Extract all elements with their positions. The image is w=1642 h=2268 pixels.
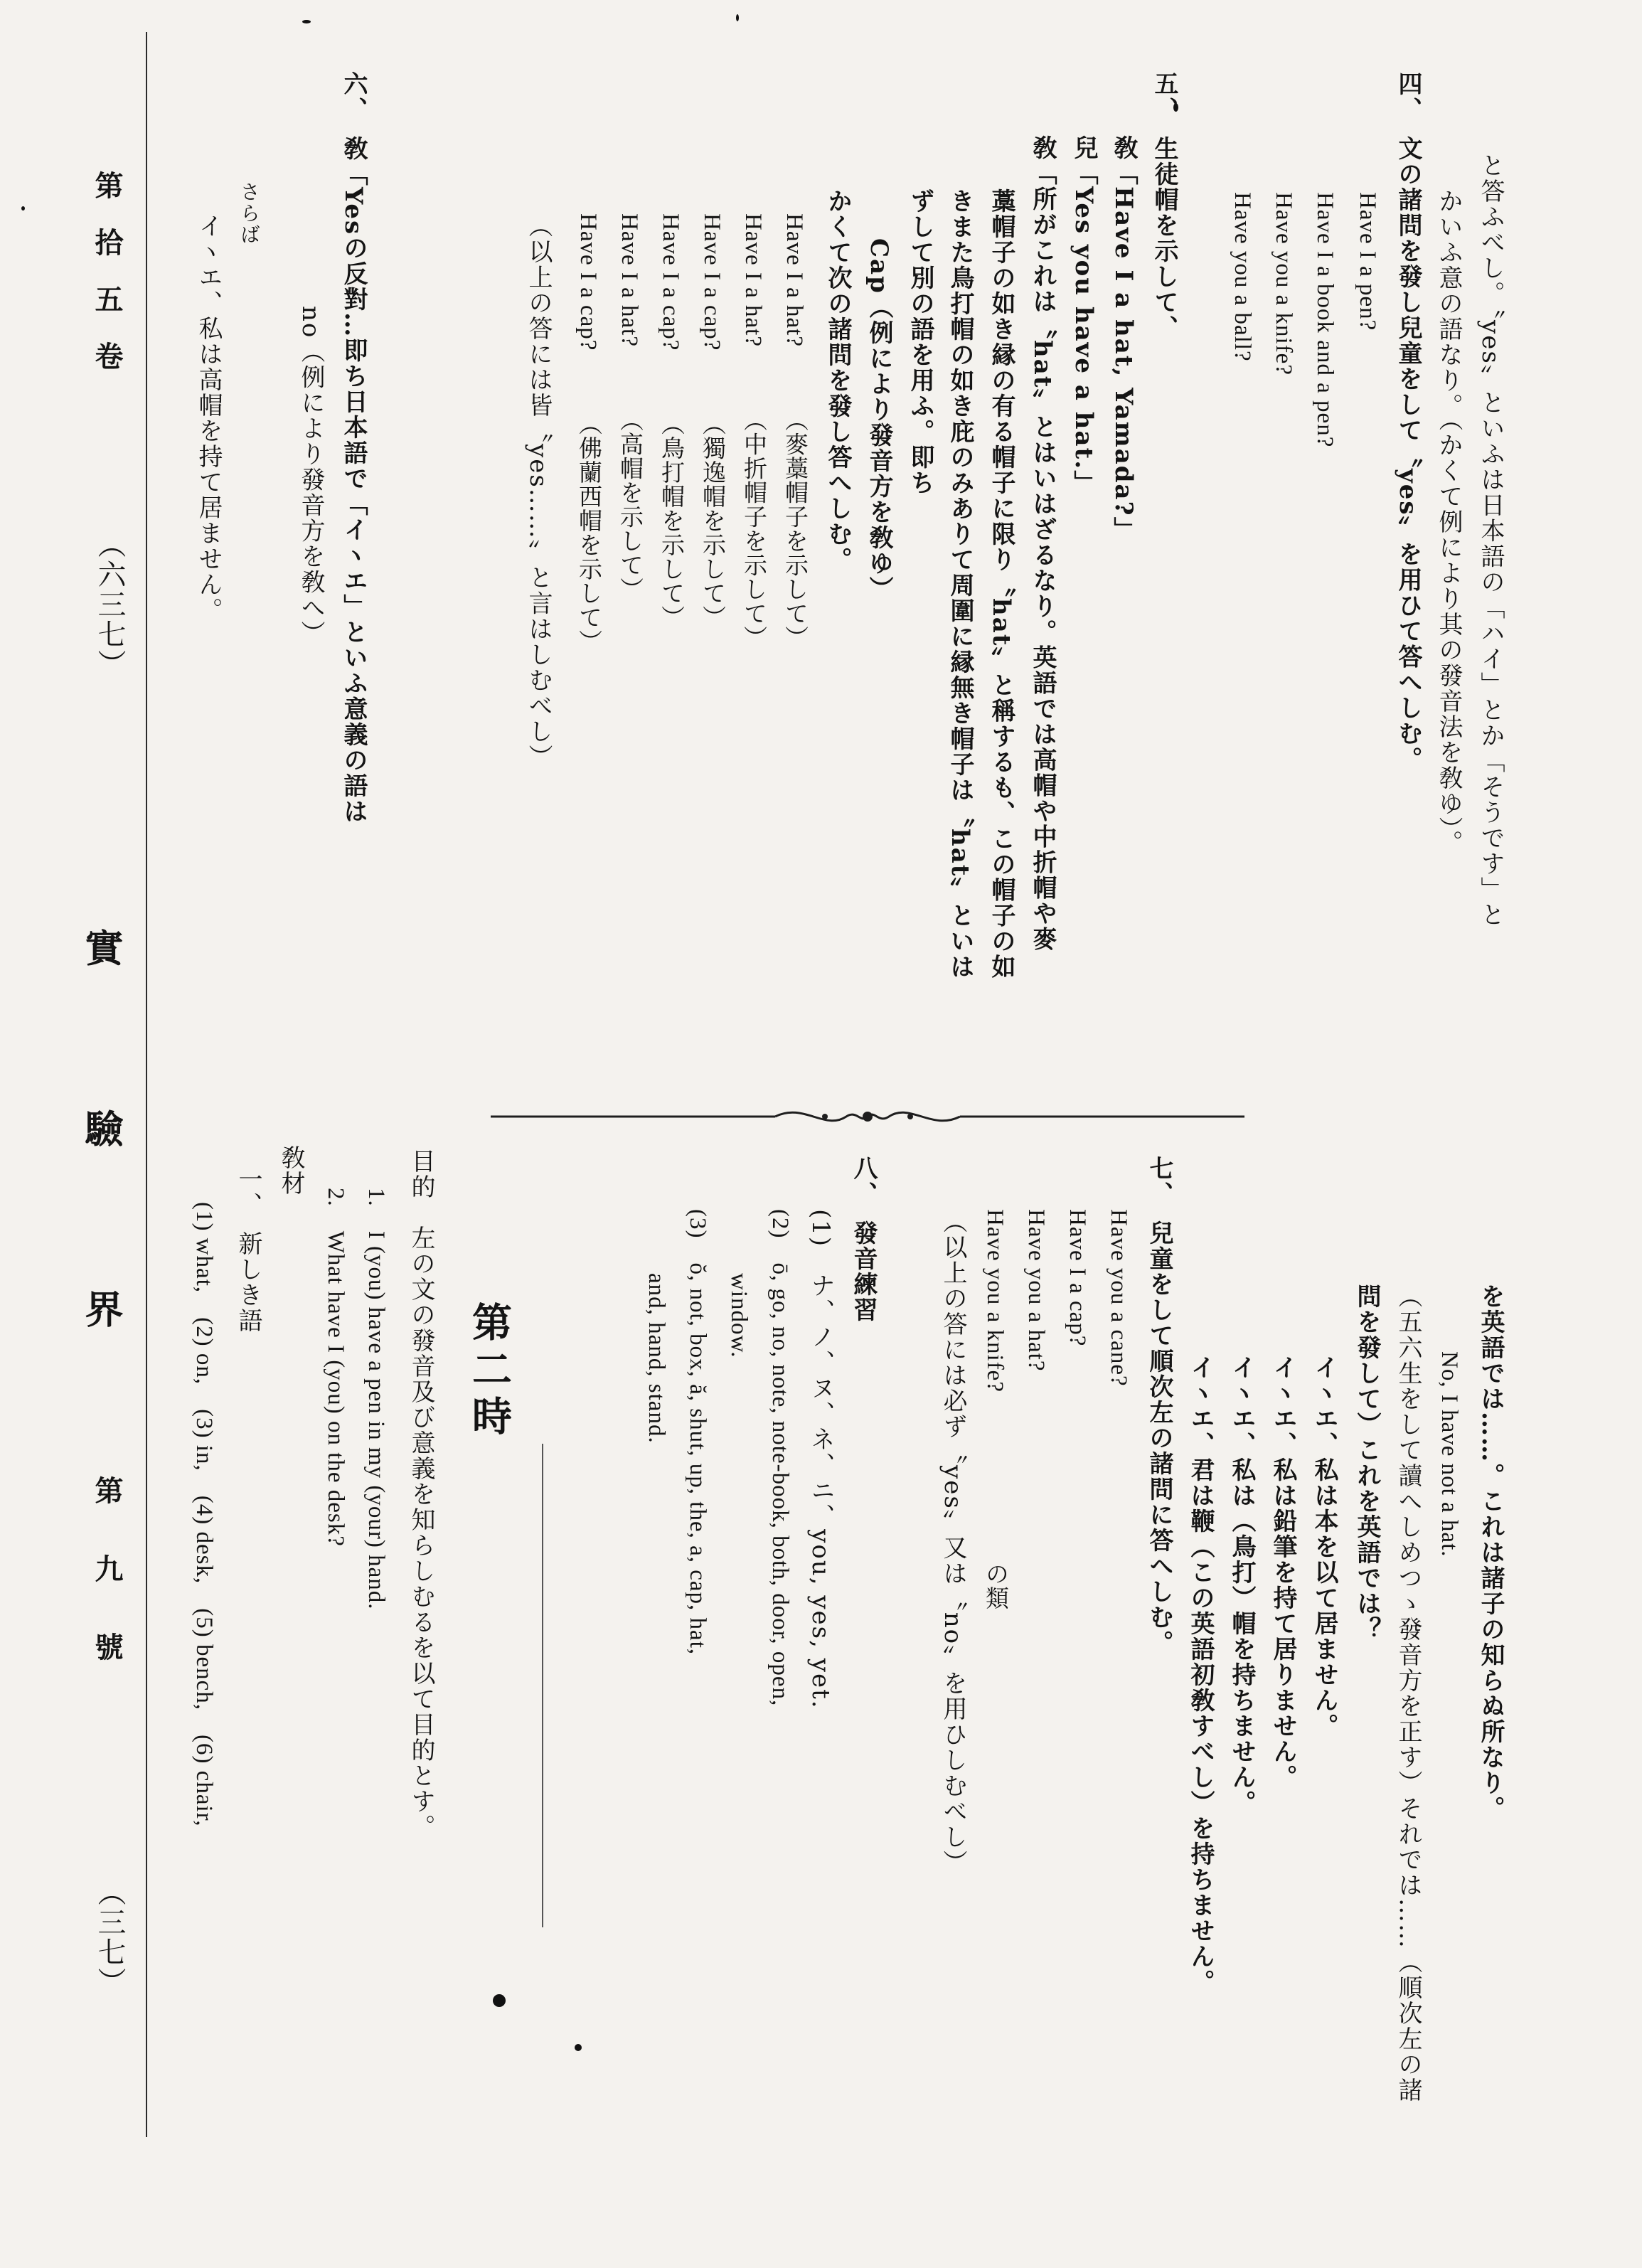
text-column: イヽエ、君は鞭（この英語初敎すべし）を持ちません。 bbox=[1186, 1355, 1215, 1995]
drill-line: (1) ナ、ノ、ヌ、ネ、ニ、you, yes, yet. bbox=[806, 1209, 835, 1710]
question-row: Have I a hat? （麥藁帽子を示して） bbox=[782, 213, 807, 650]
text-column: 藁帽子の如き縁の有る帽子に限り〝hat〟と稱するも、この帽子の如 bbox=[987, 188, 1015, 980]
ink-speck bbox=[302, 20, 311, 23]
section-8-heading: 八、 發音練習 bbox=[849, 1156, 878, 1323]
second-hour-title: 第二時 bbox=[466, 1301, 513, 1442]
new-words-heading: 一、 新しき語 bbox=[234, 1166, 262, 1333]
text-column: イヽエ、私は本を以て居ません。 bbox=[1310, 1355, 1338, 1739]
drill-line: window. bbox=[726, 1273, 752, 1358]
english-line: Have you a ball? bbox=[1230, 192, 1255, 362]
objective-line: 目的 左の文の發音及び意義を知らしむるを以て目的とす。 bbox=[407, 1149, 435, 1840]
text-column: Cap（例により發音方を敎ゆ） bbox=[865, 238, 893, 602]
text-column: （以上の答には必ず〝yes〟又は〝no〟を用ひしむべし） bbox=[939, 1209, 967, 1876]
text-column: イヽエ、私は鉛筆を持て居りません。 bbox=[1269, 1355, 1297, 1790]
materials-label: 敎材 bbox=[277, 1145, 305, 1196]
drill-line: and, hand, stand. bbox=[644, 1273, 669, 1444]
text-column: no（例により發音方を敎へ） bbox=[297, 306, 325, 646]
objective-sentence: 1. I (you) have a pen in my (your) hand. bbox=[363, 1188, 389, 1610]
section-6-heading: 六、 敎「Yesの反對…即ち日本語で「イヽエ」といふ意義の語は bbox=[339, 71, 368, 825]
question-row: Have I a cap? （獨逸帽を示して） bbox=[699, 213, 725, 629]
new-words-list: (1) what, (2) on, (3) in, (4) desk, (5) bench, (6) chair, bbox=[191, 1202, 217, 1827]
english-line: Have I a pen? bbox=[1355, 192, 1380, 331]
objective-sentence: 2. What have I (you) on the desk? bbox=[323, 1188, 348, 1547]
text-column: イヽエ、私は（鳥打）帽を持ちません。 bbox=[1227, 1355, 1256, 1816]
english-line: No, I have not a hat. bbox=[1436, 1351, 1462, 1558]
text-column: かいふ意の語なり。（かくて例により其の發音法を敎ゆ）。 bbox=[1434, 188, 1463, 856]
section-7-heading: 七、 兒童をして順次左の諸問に答へしむ。 bbox=[1145, 1156, 1173, 1656]
ink-speck bbox=[575, 2044, 582, 2051]
english-line: Have you a knife? bbox=[1271, 192, 1296, 376]
question-row: Have I a cap? （佛蘭西帽を示して） bbox=[575, 213, 601, 654]
english-line: Have I a book and a pen? bbox=[1312, 192, 1338, 448]
header-rule bbox=[146, 32, 147, 2137]
ink-speck bbox=[493, 1994, 506, 2007]
text-column: きまた鳥打帽の如き庇のみありて周圍に縁無き帽子は〝hat〟といは bbox=[946, 188, 974, 980]
question-row: Have you a cane? bbox=[1106, 1209, 1131, 1387]
question-row: Have you a hat? bbox=[1023, 1209, 1049, 1372]
question-row: Have I a cap? bbox=[1065, 1209, 1090, 1347]
question-row: Have I a cap? （鳥打帽を示して） bbox=[658, 213, 683, 629]
question-row: Have you a knife? の類 bbox=[982, 1209, 1008, 1610]
text-column: （以上の答には皆〝yes……〟と言はしむべし） bbox=[524, 213, 553, 770]
header-volume: 第拾五卷 bbox=[90, 171, 124, 398]
ink-speck bbox=[736, 14, 739, 21]
text-column: イヽエ、私は高帽を持て居ません。 bbox=[194, 213, 223, 623]
ornamental-divider bbox=[491, 1099, 1244, 1134]
text-column: を英語では……。これは諸子の知らぬ所なり。 bbox=[1476, 1284, 1505, 1821]
drill-line: (2) ō, go, no, note, note-book, both, door, open, bbox=[767, 1209, 793, 1707]
question-row: Have I a hat? （中折帽子を示して） bbox=[740, 213, 766, 650]
text-column: （五六生をして讀へしめつゝ發音方を正す）それでは……（順次左の諸 bbox=[1394, 1284, 1422, 2103]
header-page-right: （三七） bbox=[93, 1878, 126, 1997]
dialogue-child: 兒「Yes you have a hat.」 bbox=[1070, 135, 1098, 496]
text-column: 敎「所がこれは〝hat〟とはいはざるなり。英語では高帽や中折帽や麥 bbox=[1028, 135, 1057, 952]
header-issue: 第九號 bbox=[90, 1476, 124, 1710]
header-page-left: （六三七） bbox=[93, 530, 126, 679]
text-column: さらば bbox=[238, 181, 261, 245]
ink-speck bbox=[21, 206, 25, 211]
text-column: ずして別の語を用ふ。即ち bbox=[906, 188, 934, 496]
section-5-heading: 五、 生徒帽を示して、 bbox=[1150, 71, 1178, 341]
dialogue-teacher: 敎「Have I a hat, Yamada?」 bbox=[1109, 135, 1138, 543]
section-4-heading: 四、 文の諸問を發し兒童をして〝yes〟を用ひて答へしむ。 bbox=[1394, 71, 1422, 772]
text-column: と答ふべし。〝yes〟といふは日本語の「ハイ」とか「そうです」と bbox=[1476, 153, 1505, 928]
drill-line: (3) ŏ, not, box, ă, shut, up, the, a, cap, hat, bbox=[685, 1209, 710, 1656]
header-journal: 實驗界 bbox=[79, 928, 124, 1470]
text-column: 問を發して）これを英語では？ bbox=[1353, 1284, 1381, 1642]
question-row: Have I a hat? （高帽を示して） bbox=[617, 213, 642, 602]
text-column: かくて次の諸問を發し答へしむ。 bbox=[823, 188, 852, 573]
section-separator bbox=[542, 1444, 543, 1927]
